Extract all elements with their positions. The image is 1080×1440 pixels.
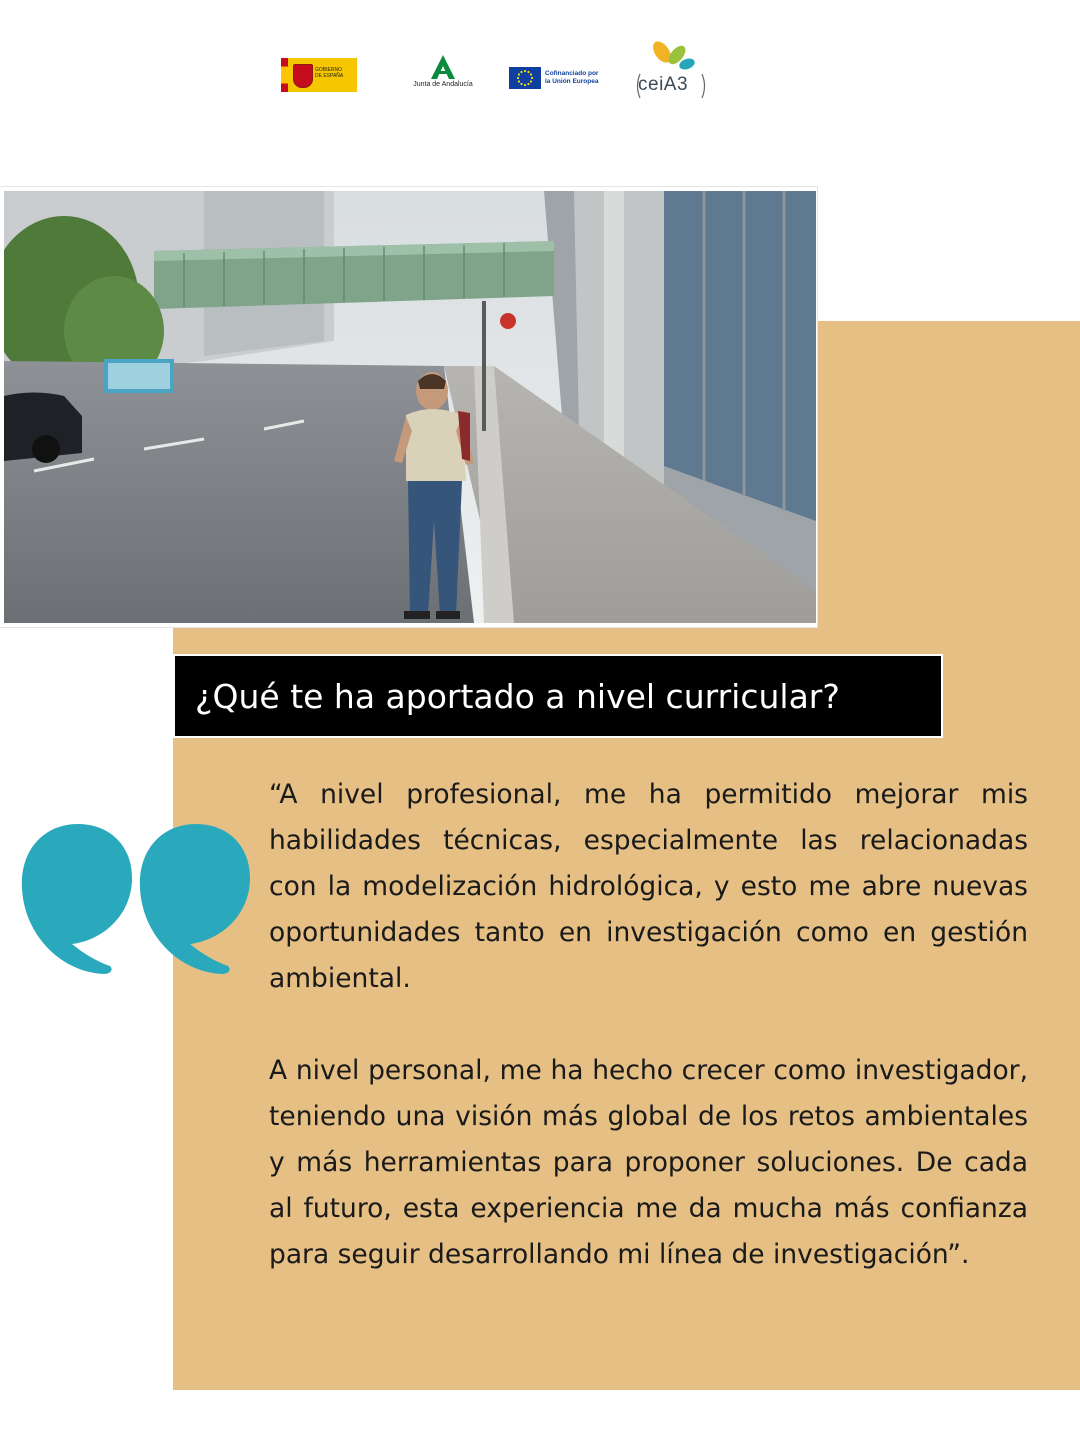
photo-frame xyxy=(0,187,817,627)
quote-paragraph-2: A nivel personal, me ha hecho crecer como investigador, teniendo una visión más global de los retos ambientales y más herramientas para proponer soluciones. De cada al futuro, esta experiencia me da mucha más confianza para seguir desarrollando mi línea de investigación”. xyxy=(269,1055,1028,1270)
junta-logo-text: Junta de Andalucía xyxy=(413,81,473,88)
junta-andalucia-logo xyxy=(409,54,477,94)
testimonial-quote xyxy=(269,772,1028,1278)
eu-flag-icon xyxy=(509,67,541,89)
eu-cofinanciado-logo xyxy=(509,66,609,90)
eu-logo-text: Cofinanciado por la Unión Europea xyxy=(545,70,599,85)
ceia3-logo xyxy=(632,38,708,110)
photo-street-man xyxy=(4,191,816,623)
quote-paragraph-1: “A nivel profesional, me ha permitido mejorar mis habilidades técnicas, especialmente las relacionadas con la modelización hidrológica, y esto me abre nuevas oportunidades tanto en investigación como en gestión ambiental. xyxy=(269,779,1028,994)
junta-a-icon xyxy=(429,54,457,80)
section-heading: ¿Qué te ha aportado a nivel curricular? xyxy=(173,654,943,738)
gobierno-logo-text: GOBIERNO DE ESPAÑA xyxy=(315,67,344,79)
logo-bar xyxy=(0,38,1080,118)
ceia3-logo-text: ceiA3 xyxy=(638,74,689,95)
spain-flag-stripe xyxy=(281,58,288,92)
quote-mark-icon xyxy=(20,822,252,974)
gobierno-espana-logo xyxy=(281,58,357,92)
spain-coat-of-arms-icon xyxy=(293,64,313,88)
